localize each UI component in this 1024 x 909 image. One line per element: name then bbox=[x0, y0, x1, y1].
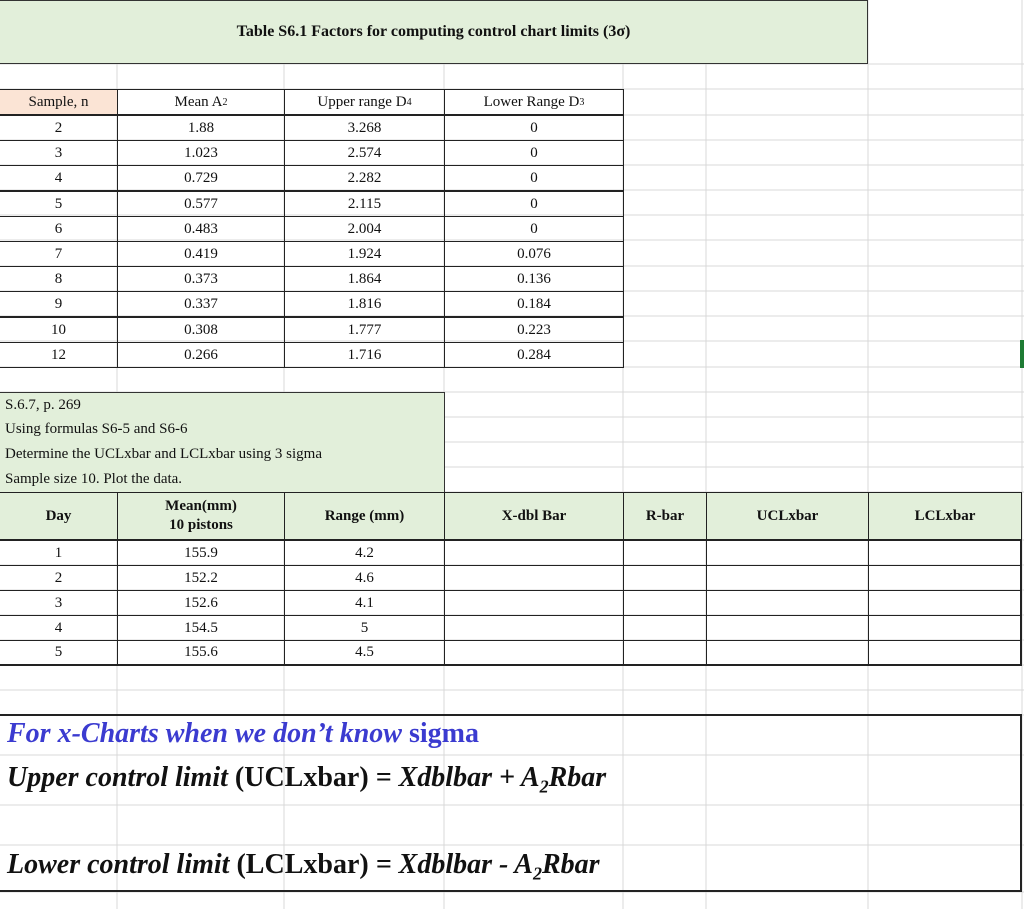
lower-sub: 2 bbox=[532, 863, 542, 884]
data-cell[interactable]: 4.2 bbox=[284, 540, 445, 566]
empty-answer-cell[interactable] bbox=[623, 615, 707, 641]
header-mean-line1: Mean(mm) bbox=[165, 498, 237, 514]
factors-cell[interactable]: 10 bbox=[0, 317, 118, 343]
header-upper-d4-text: Upper range D bbox=[317, 93, 407, 110]
empty-answer-cell[interactable] bbox=[868, 565, 1022, 591]
data-cell[interactable]: 152.2 bbox=[117, 565, 285, 591]
header-ucl-text: UCLxbar bbox=[756, 507, 819, 524]
formula-upper[interactable] bbox=[7, 762, 606, 798]
factors-cell[interactable]: 2.004 bbox=[284, 216, 445, 242]
formula-lower[interactable] bbox=[7, 849, 600, 885]
empty-answer-cell[interactable] bbox=[623, 565, 707, 591]
factors-cell[interactable]: 4 bbox=[0, 165, 118, 191]
header-upper-d4-sub: 4 bbox=[406, 96, 412, 108]
header-day-text: Day bbox=[45, 507, 72, 524]
header-upper-d4[interactable] bbox=[284, 89, 445, 115]
header-mean-a2-text: Mean A bbox=[174, 93, 223, 110]
factors-cell[interactable]: 1.716 bbox=[284, 342, 445, 368]
factors-cell[interactable]: 0 bbox=[444, 191, 624, 217]
problem-line-1[interactable]: S.6.7, p. 269 bbox=[5, 397, 81, 413]
factors-cell[interactable]: 7 bbox=[0, 241, 118, 267]
factors-cell[interactable]: 1.816 bbox=[284, 291, 445, 317]
header-mean[interactable] bbox=[117, 492, 285, 540]
upper-label: Upper control limit bbox=[7, 762, 228, 793]
factors-cell[interactable]: 9 bbox=[0, 291, 118, 317]
factors-cell[interactable]: 0.577 bbox=[117, 191, 285, 217]
factors-cell[interactable]: 0.076 bbox=[444, 241, 624, 267]
factors-cell[interactable]: 2.115 bbox=[284, 191, 445, 217]
factors-cell[interactable]: 0.308 bbox=[117, 317, 285, 343]
header-range-text: Range (mm) bbox=[324, 507, 405, 524]
upper-eq: = Xdblbar + A bbox=[375, 762, 540, 793]
data-cell[interactable]: 5 bbox=[284, 615, 445, 641]
header-lower-d3-sub: 3 bbox=[579, 96, 585, 108]
header-mean-a2[interactable] bbox=[117, 89, 285, 115]
problem-line-2[interactable]: Using formulas S6-5 and S6-6 bbox=[5, 421, 188, 437]
header-lower-d3[interactable] bbox=[444, 89, 624, 115]
formula-heading-italic: For x-Charts when we don’t know bbox=[7, 718, 402, 749]
factors-cell[interactable]: 0.419 bbox=[117, 241, 285, 267]
data-cell[interactable]: 155.6 bbox=[117, 640, 285, 666]
data-cell[interactable]: 5 bbox=[0, 640, 118, 666]
data-cell[interactable]: 4.1 bbox=[284, 590, 445, 616]
empty-answer-cell[interactable] bbox=[706, 640, 869, 666]
data-cell[interactable]: 4.5 bbox=[284, 640, 445, 666]
data-cell[interactable]: 155.9 bbox=[117, 540, 285, 566]
factors-cell[interactable]: 1.777 bbox=[284, 317, 445, 343]
header-xdbl-bar[interactable] bbox=[444, 492, 624, 540]
factors-cell[interactable]: 8 bbox=[0, 266, 118, 292]
factors-cell[interactable]: 0 bbox=[444, 115, 624, 141]
lower-abbr: (LCLxbar) bbox=[236, 849, 369, 880]
empty-answer-cell[interactable] bbox=[444, 615, 624, 641]
data-cell[interactable]: 154.5 bbox=[117, 615, 285, 641]
data-cell[interactable]: 152.6 bbox=[117, 590, 285, 616]
header-r-bar[interactable] bbox=[623, 492, 707, 540]
formula-heading[interactable] bbox=[7, 718, 479, 750]
header-lcl-xbar[interactable] bbox=[868, 492, 1022, 540]
factors-cell[interactable]: 1.924 bbox=[284, 241, 445, 267]
empty-answer-cell[interactable] bbox=[706, 615, 869, 641]
empty-answer-cell[interactable] bbox=[868, 615, 1022, 641]
problem-line-4[interactable]: Sample size 10. Plot the data. bbox=[5, 471, 183, 487]
empty-answer-cell[interactable] bbox=[706, 540, 869, 566]
empty-answer-cell[interactable] bbox=[444, 565, 624, 591]
data-cell[interactable]: 3 bbox=[0, 590, 118, 616]
header-sample-n[interactable] bbox=[0, 89, 118, 115]
header-mean-line2: 10 pistons bbox=[169, 517, 233, 533]
header-mean-a2-sub: 2 bbox=[222, 96, 228, 108]
empty-answer-cell[interactable] bbox=[868, 540, 1022, 566]
empty-answer-cell[interactable] bbox=[623, 640, 707, 666]
factors-cell[interactable]: 0 bbox=[444, 140, 624, 166]
factors-cell[interactable]: 0.373 bbox=[117, 266, 285, 292]
factors-cell[interactable]: 3 bbox=[0, 140, 118, 166]
empty-answer-cell[interactable] bbox=[706, 565, 869, 591]
upper-sub: 2 bbox=[539, 776, 549, 797]
factors-cell[interactable]: 0.483 bbox=[117, 216, 285, 242]
table-title bbox=[0, 0, 868, 64]
upper-tail: Rbar bbox=[548, 762, 607, 793]
header-day[interactable] bbox=[0, 492, 118, 540]
factors-cell[interactable]: 0.337 bbox=[117, 291, 285, 317]
factors-cell[interactable]: 1.864 bbox=[284, 266, 445, 292]
data-cell[interactable]: 4.6 bbox=[284, 565, 445, 591]
factors-cell[interactable]: 2.574 bbox=[284, 140, 445, 166]
factors-cell[interactable]: 1.88 bbox=[117, 115, 285, 141]
factors-cell[interactable]: 5 bbox=[0, 191, 118, 217]
factors-cell[interactable]: 0.136 bbox=[444, 266, 624, 292]
factors-cell[interactable]: 6 bbox=[0, 216, 118, 242]
factors-cell[interactable]: 2.282 bbox=[284, 165, 445, 191]
factors-cell[interactable]: 12 bbox=[0, 342, 118, 368]
factors-cell[interactable]: 1.023 bbox=[117, 140, 285, 166]
header-lcl-text: LCLxbar bbox=[914, 507, 976, 524]
data-cell[interactable]: 4 bbox=[0, 615, 118, 641]
empty-answer-cell[interactable] bbox=[623, 590, 707, 616]
table-title-text: Table S6.1 Factors for computing control chart limits (3σ) bbox=[236, 23, 631, 40]
lower-eq: = Xdblbar - A bbox=[375, 849, 533, 880]
factors-cell[interactable]: 0.184 bbox=[444, 291, 624, 317]
data-cell[interactable]: 1 bbox=[0, 540, 118, 566]
upper-abbr: (UCLxbar) bbox=[234, 762, 369, 793]
empty-answer-cell[interactable] bbox=[868, 640, 1022, 666]
factors-cell[interactable]: 2 bbox=[0, 115, 118, 141]
lower-tail: Rbar bbox=[541, 849, 600, 880]
empty-answer-cell[interactable] bbox=[444, 640, 624, 666]
lower-label: Lower control limit bbox=[7, 849, 230, 880]
empty-answer-cell[interactable] bbox=[868, 590, 1022, 616]
empty-answer-cell[interactable] bbox=[623, 540, 707, 566]
data-cell[interactable]: 2 bbox=[0, 565, 118, 591]
factors-cell[interactable]: 0.284 bbox=[444, 342, 624, 368]
header-rbar-text: R-bar bbox=[645, 507, 685, 524]
empty-answer-cell[interactable] bbox=[706, 590, 869, 616]
factors-cell[interactable]: 3.268 bbox=[284, 115, 445, 141]
formula-heading-sigma: sigma bbox=[408, 718, 479, 749]
factors-cell[interactable]: 0 bbox=[444, 165, 624, 191]
factors-cell[interactable]: 0.729 bbox=[117, 165, 285, 191]
header-range[interactable] bbox=[284, 492, 445, 540]
header-sample-n-text: Sample, n bbox=[28, 93, 89, 110]
empty-answer-cell[interactable] bbox=[444, 540, 624, 566]
factors-cell[interactable]: 0 bbox=[444, 216, 624, 242]
header-ucl-xbar[interactable] bbox=[706, 492, 869, 540]
factors-cell[interactable]: 0.223 bbox=[444, 317, 624, 343]
header-lower-d3-text: Lower Range D bbox=[483, 93, 580, 110]
empty-answer-cell[interactable] bbox=[444, 590, 624, 616]
problem-line-3[interactable]: Determine the UCLxbar and LCLxbar using 3 sigma bbox=[5, 446, 323, 462]
factors-cell[interactable]: 0.266 bbox=[117, 342, 285, 368]
header-xdbl-text: X-dbl Bar bbox=[501, 507, 567, 524]
